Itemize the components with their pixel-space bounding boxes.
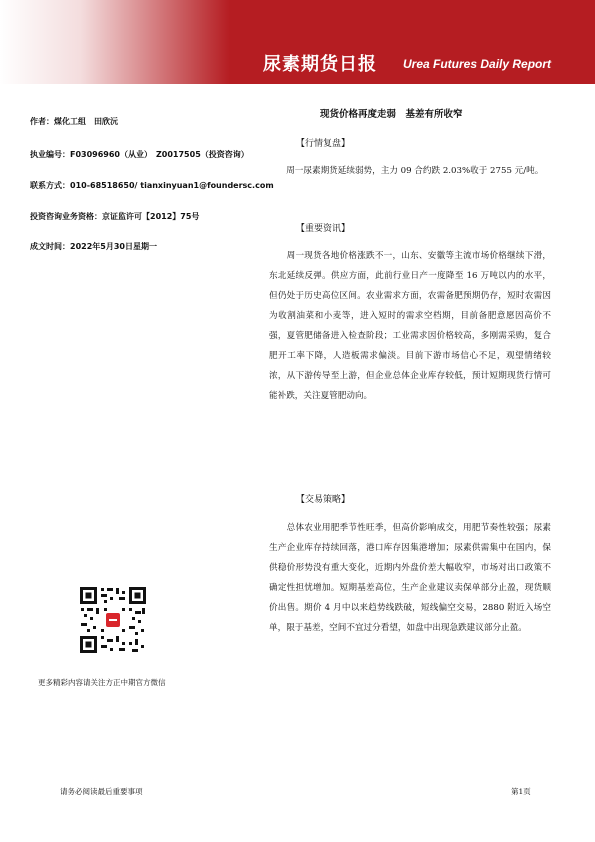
section-paragraph-strategy: 总体农业用肥季节性旺季，但高价影响成交，用肥节奏性较强；尿素生产企业库存持续回落，港口库存因集港增加；尿素供需集中在国内，保供稳价形势没有重大变化，近期内外盘价差大幅收窄，市场对出口政策不确定性担忧增加。短期基差高位，生产企业建议卖保单部分止盈，现货顺价出售。期价 4 月中以来趋势线跌破，短线偏空交易，2880 附近入场空单，限于基差，空间不宜过分看望，如盘中出现急跌建议部分止盈。 [269, 523, 551, 633]
page-number: 第1页 [511, 787, 531, 796]
contact-line: 联系方式：010-68518650/ tianxinyuan1@foundersc.com [30, 181, 274, 190]
banner-gradient [0, 0, 230, 84]
date-line: 成文时间：2022年5月30日星期一 [30, 242, 157, 251]
report-title-en: Urea Futures Daily Report [403, 57, 552, 71]
qr-code-icon [78, 585, 148, 655]
license-line: 执业编号：F03096960（从业） Z0017505（投资咨询） [30, 150, 249, 159]
section-heading-news: 【重要资讯】 [296, 224, 351, 234]
article-title: 现货价格再度走弱 基差有所收窄 [320, 109, 463, 120]
section-paragraph-news: 周一现货各地价格涨跌不一，山东、安徽等主流市场价格继续下滑，东北延续反弹。供应方面，此前行业日产一度降至 16 万吨以内的水平，但仍处于历史高位区间。农业需求方面，农需备肥预期仍存，短时农需因为收割油菜和小麦等，进入短时的需求空档期，目前备肥意愿因高价不强，夏管肥储备进入检查阶段；工业需求因价格较高，多刚需采购，复合肥开工率下降，人造板需求偏淡。目前下游市场信心不足，观望情绪较浓，从下游传导至上游，但企业总体企业库存较低，预计短期现货行情可能补跌，关注夏管肥动向。 [269, 251, 551, 401]
section-paragraph-review: 周一尿素期货延续弱势，主力 09 合约跌 2.03%收于 2755 元/吨。 [269, 166, 544, 176]
section-heading-review: 【行情复盘】 [296, 139, 351, 149]
header-banner [0, 0, 595, 84]
qr-caption: 更多精彩内容请关注方正中期官方微信 [38, 678, 166, 687]
footer-disclaimer: 请务必阅读最后重要事项 [60, 787, 143, 796]
qualification-line: 投资咨询业务资格：京证监许可【2012】75号 [30, 212, 200, 221]
section-heading-strategy: 【交易策略】 [296, 495, 351, 505]
report-title-cn: 尿素期货日报 [263, 54, 377, 75]
author-line: 作者：煤化工组 田欣沅 [30, 117, 118, 126]
